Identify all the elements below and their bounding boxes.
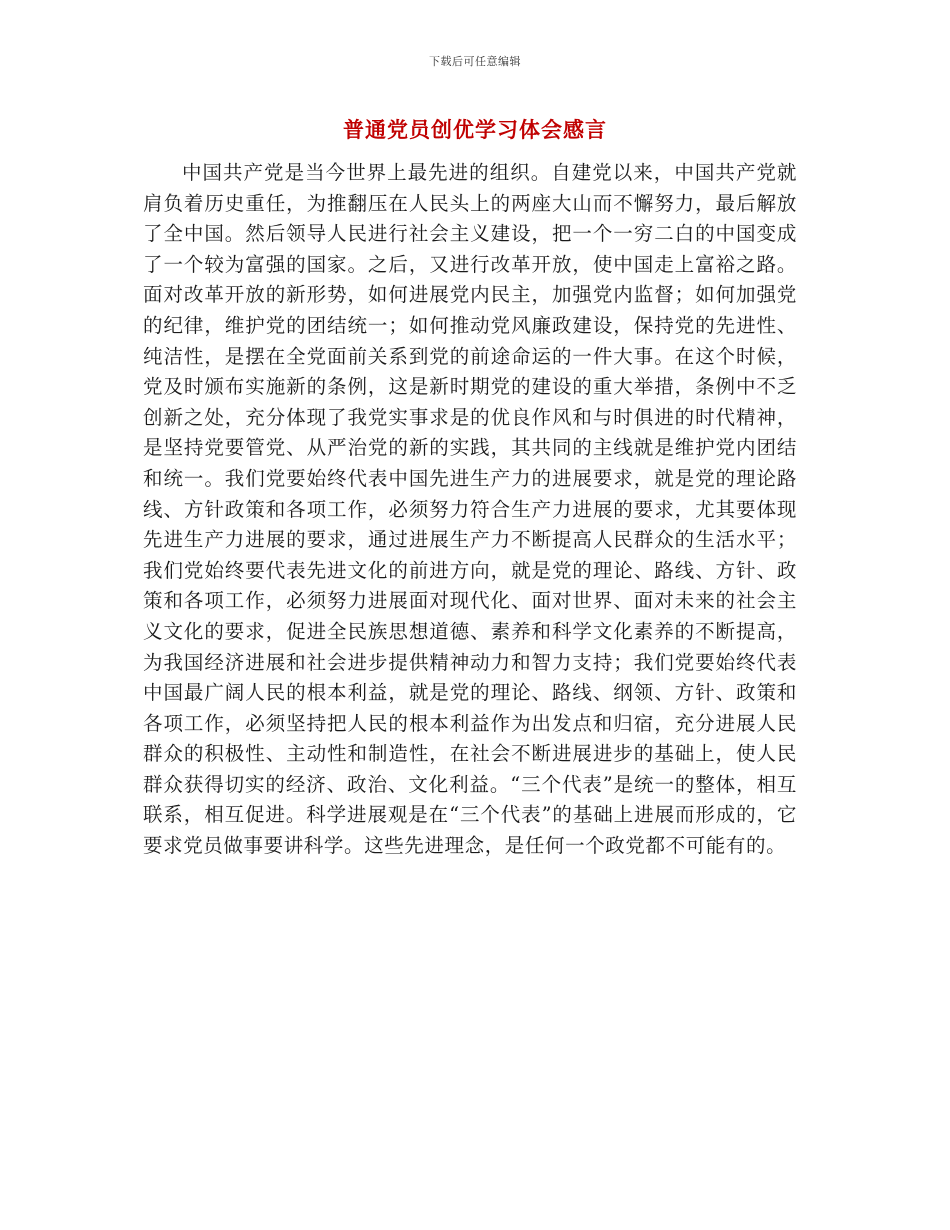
- header-note: 下载后可任意编辑: [429, 55, 521, 68]
- document-title: 普通党员创优学习体会感言: [343, 117, 607, 142]
- body-paragraph: 中国共产党是当今世界上最先进的组织。自建党以来，中国共产党就肩负着历史重任，为推翻压在人民头上的两座大山而不懈努力，最后解放了全中国。然后领导人民进行社会主义建设，把一个一穷二白的中国变成了一个较为富强的国家。之后，又进行改革开放，使中国走上富裕之路。面对改革开放的新形势，如何进展党内民主，加强党内监督；如何加强党的纪律，维护党的团结统一；如何推动党风廉政建设，保持党的先进性、纯洁性，是摆在全党面前关系到党的前途命运的一件大事。在这个时候，党及时颁布实施新的条例，这是新时期党的建设的重大举措，条例中不乏创新之处，充分体现了我党实事求是的优良作风和与时俱进的时代精神，是坚持党要管党、从严治党的新的实践，其共同的主线就是维护党内团结和统一。我们党要始终代表中国先进生产力的进展要求，就是党的理论路线、方针政策和各项工作，必须努力符合生产力进展的要求，尤其要体现先进生产力进展的要求，通过进展生产力不断提高人民群众的生活水平；我们党始终要代表先进文化的前进方向，就是党的理论、路线、方针、政策和各项工作，必须努力进展面对现代化、面对世界、面对未来的社会主义文化的要求，促进全民族思想道德、素养和科学文化素养的不断提高，为我国经济进展和社会进步提供精神动力和智力支持；我们党要始终代表中国最广阔人民的根本利益，就是党的理论、路线、纲领、方针、政策和各项工作，必须坚持把人民的根本利益作为出发点和归宿，充分进展人民群众的积极性、主动性和制造性，在社会不断进展进步的基础上，使人民群众获得切实的经济、政治、文化利益。“三个代表”是统一的整体，相互联系，相互促进。科学进展观是在“三个代表”的基础上进展而形成的，它要求党员做事要讲科学。这些先进理念，是任何一个政党都不可能有的。: [143, 161, 797, 858]
